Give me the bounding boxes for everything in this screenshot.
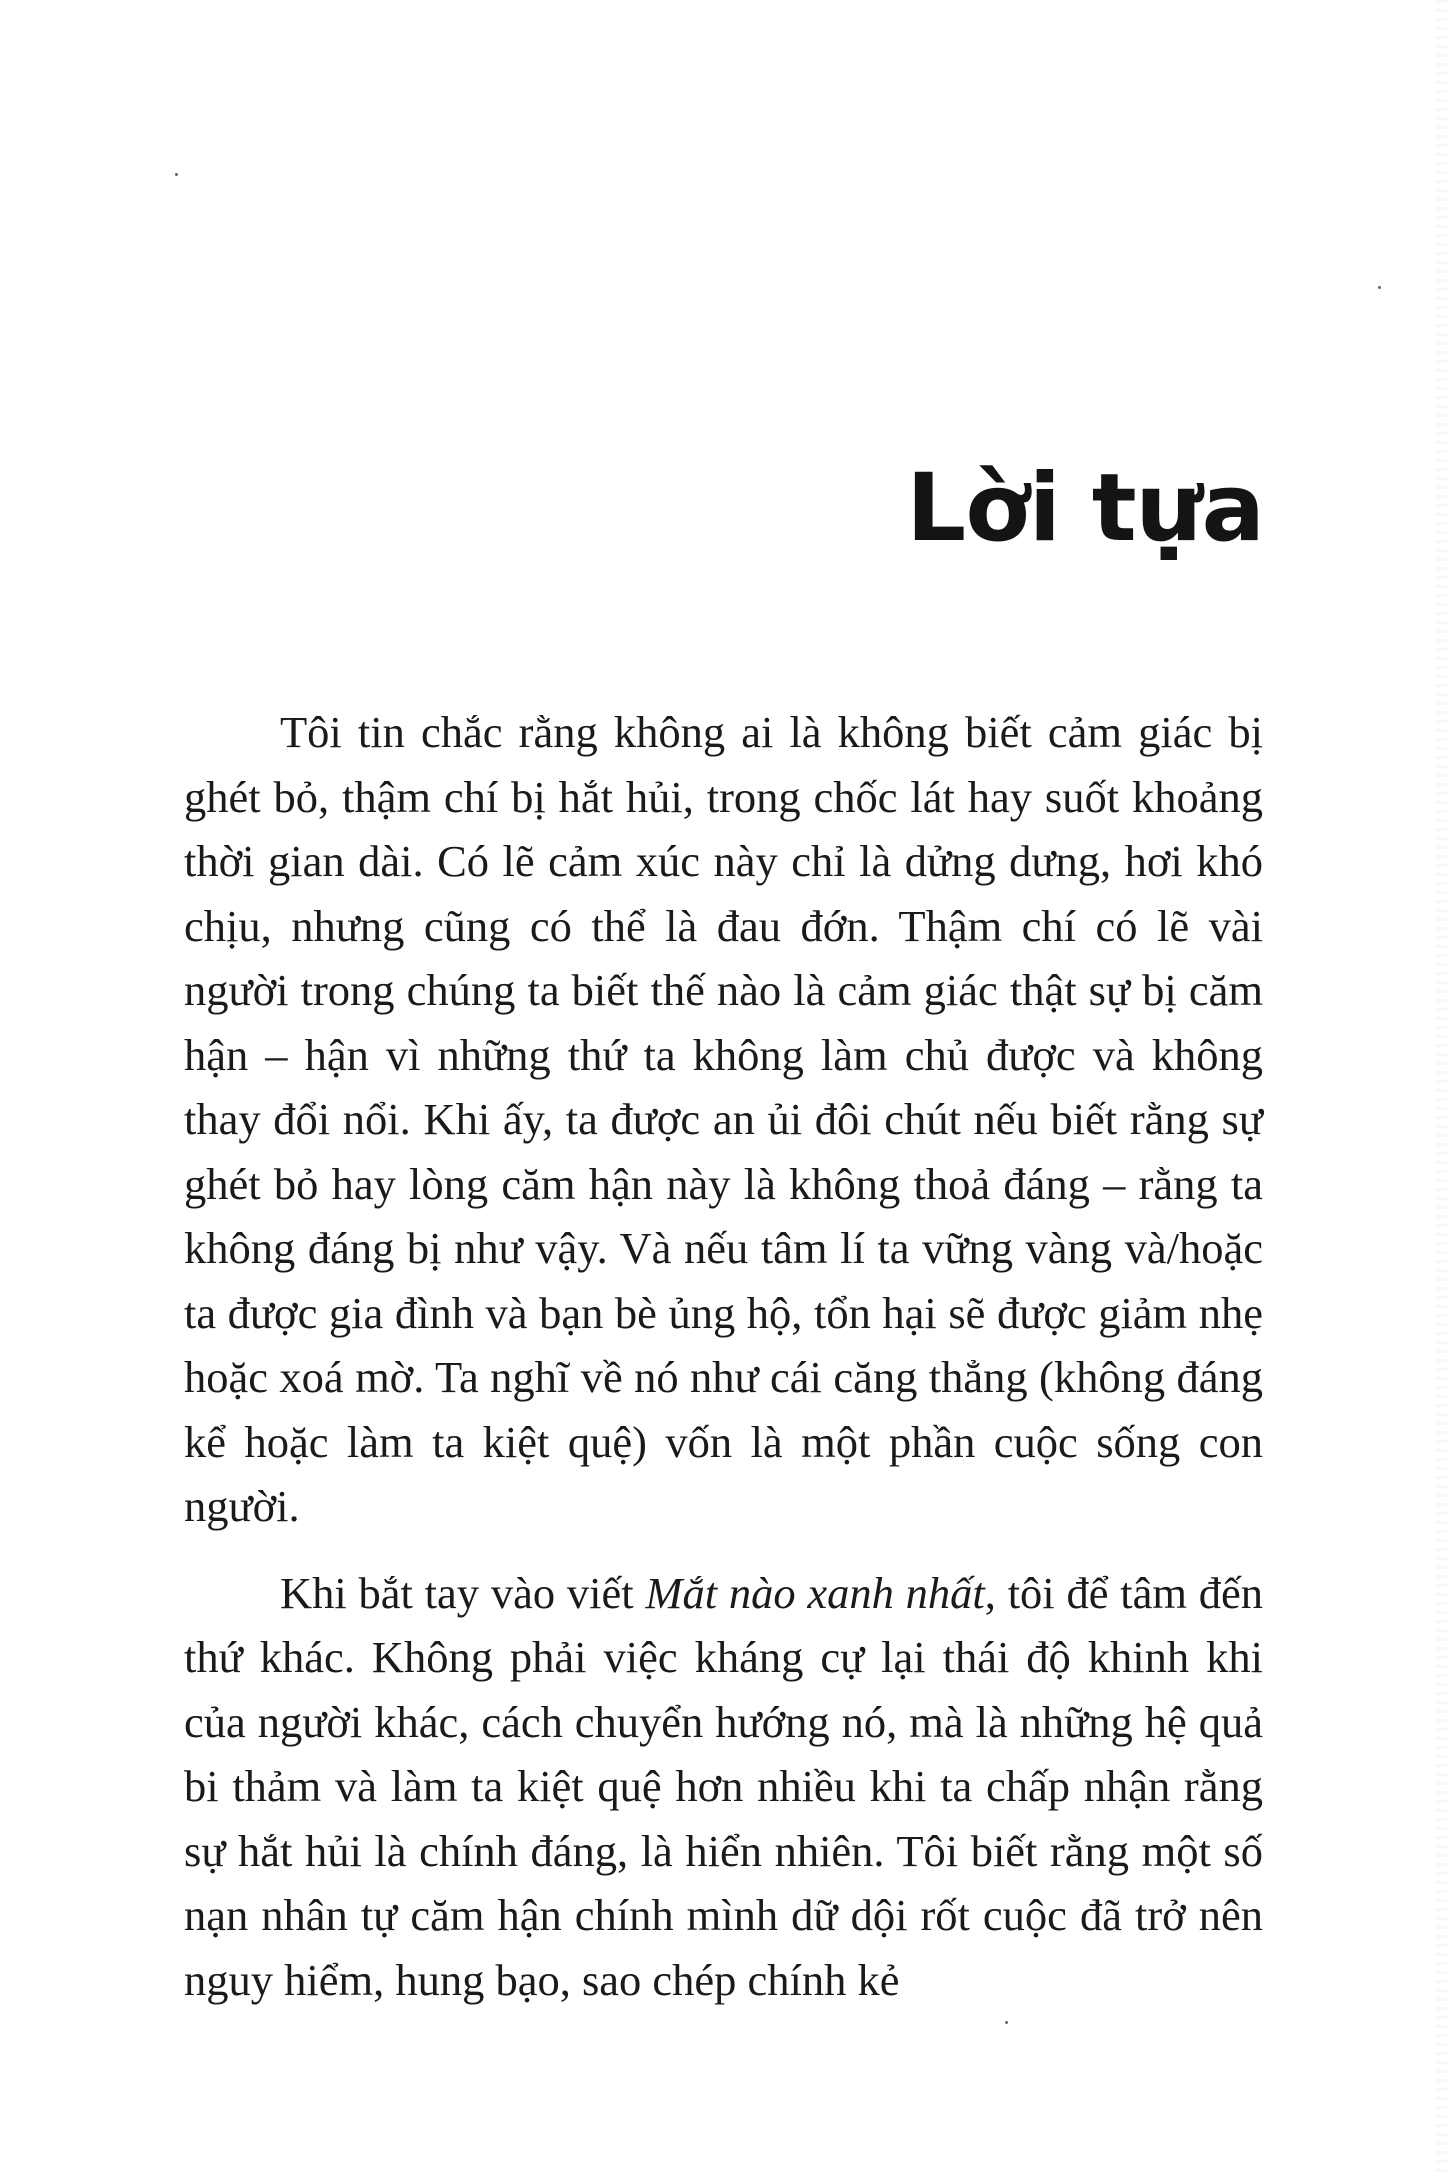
paragraph-1-text: Tôi tin chắc rằng không ai là không biết cảm giác bị ghét bỏ, thậm chí bị hắt hủi, trong chốc lát hay suốt khoảng thời gian dài. Có lẽ cảm xúc này chỉ là dửng dưng, hơi khó chịu, nhưng cũng có thể là đau đớn. Thậm chí có lẽ vài người trong chúng ta biết thế nào là cảm giác thật sự bị căm hận – hận vì những thứ ta không làm chủ được và không thay đổi nổi. Khi ấy, ta được an ủi đôi chút nếu biết rằng sự ghét bỏ hay lòng căm hận này là không thoả đáng – rằng ta không đáng bị như vậy. Và nếu tâm lí ta vững vàng và/hoặc ta được gia đình và bạn bè ủng hộ, tổn hại sẽ được giảm nhẹ hoặc xoá mờ. Ta nghĩ về nó như cái căng thẳng (không đáng kể hoặc làm ta kiệt quệ) vốn là một phần cuộc sống con người. bbox=[184, 707, 1263, 1531]
paragraph-1 bbox=[184, 700, 1263, 1539]
paragraph-2-text-start: Khi bắt tay vào viết bbox=[280, 1567, 646, 1618]
paragraph-2-text-rest: , tôi để tâm đến thứ khác. Không phải việc kháng cự lại thái độ khinh khi của người khác, cách chuyển hướng nó, mà là những hệ quả bi thảm và làm ta kiệt quệ hơn nhiều khi ta chấp nhận rằng sự hắt hủi là chính đáng, là hiển nhiên. Tôi biết rằng một số nạn nhân tự căm hận chính mình dữ dội rốt cuộc đã trở nên nguy hiểm, hung bạo, sao chép chính kẻ bbox=[184, 1567, 1263, 2005]
body-text bbox=[184, 700, 1263, 2012]
print-speck bbox=[175, 173, 178, 176]
page-edge-shadow bbox=[1436, 0, 1448, 2176]
print-speck bbox=[1378, 286, 1381, 289]
book-title-italic: Mắt nào xanh nhất bbox=[645, 1567, 985, 1618]
paragraph-2 bbox=[184, 1561, 1263, 2013]
print-speck bbox=[1005, 2021, 1008, 2024]
chapter-title: Lời tựa bbox=[906, 454, 1264, 563]
